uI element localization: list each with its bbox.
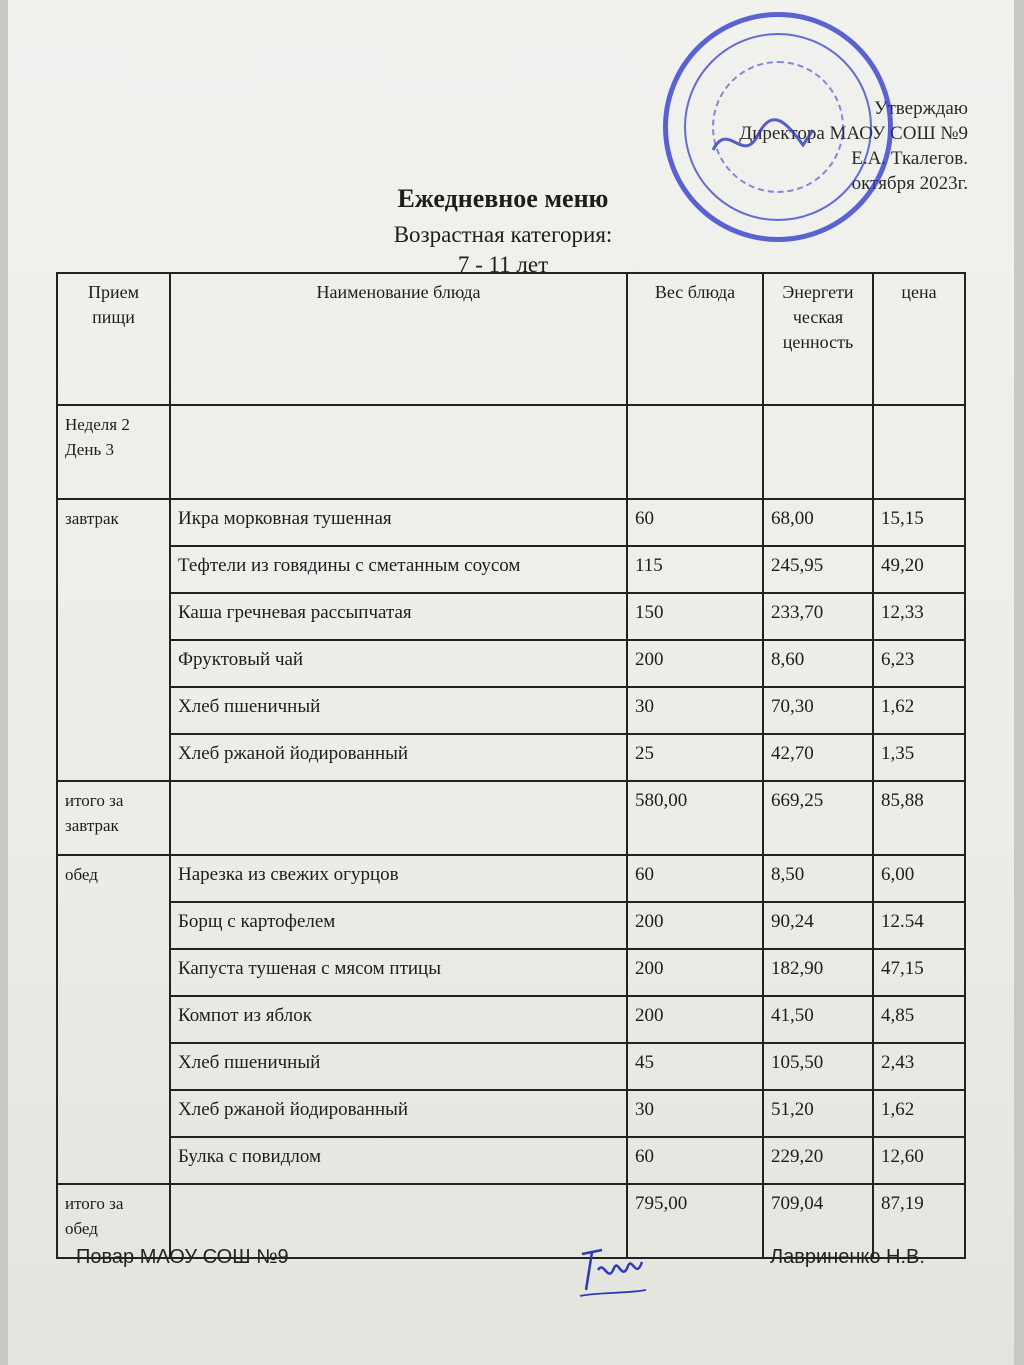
lunch-total-price: 87,19	[873, 1184, 965, 1258]
energy-cell: 90,24	[763, 902, 873, 949]
weight-cell: 200	[627, 640, 763, 687]
energy-cell: 42,70	[763, 734, 873, 781]
dish-name-cell: Капуста тушеная с мясом птицы	[170, 949, 627, 996]
energy-cell: 233,70	[763, 593, 873, 640]
table-row	[57, 546, 965, 593]
energy-cell: 70,30	[763, 687, 873, 734]
energy-cell: 245,95	[763, 546, 873, 593]
header-dish-name: Наименование блюда	[170, 273, 627, 405]
weight-cell: 115	[627, 546, 763, 593]
price-cell: 6,23	[873, 640, 965, 687]
table-row	[57, 949, 965, 996]
weight-cell: 60	[627, 855, 763, 902]
header-price: цена	[873, 273, 965, 405]
header-weight: Вес блюда	[627, 273, 763, 405]
table-row	[57, 734, 965, 781]
dish-name-cell: Хлеб пшеничный	[170, 687, 627, 734]
week-day-row	[57, 405, 965, 499]
price-cell: 4,85	[873, 996, 965, 1043]
table-row	[57, 593, 965, 640]
weight-cell: 200	[627, 996, 763, 1043]
weight-cell: 30	[627, 687, 763, 734]
document-page	[8, 0, 1014, 1365]
table-row	[57, 996, 965, 1043]
price-cell: 2,43	[873, 1043, 965, 1090]
price-cell: 1,35	[873, 734, 965, 781]
director-signature	[708, 110, 818, 170]
cook-position: Повар МАОУ СОШ №9	[76, 1246, 289, 1268]
table-row	[57, 1090, 965, 1137]
table-row	[57, 499, 965, 546]
weight-cell: 30	[627, 1090, 763, 1137]
lunch-total-label: итого за обед	[57, 1184, 170, 1258]
energy-cell: 229,20	[763, 1137, 873, 1184]
table-header-row	[57, 273, 965, 405]
dish-name-cell: Хлеб пшеничный	[170, 1043, 627, 1090]
dish-name-cell: Икра морковная тушенная	[170, 499, 627, 546]
weight-cell: 200	[627, 902, 763, 949]
price-cell: 12.54	[873, 902, 965, 949]
approval-line-1: Утверждаю	[874, 98, 968, 119]
price-cell: 15,15	[873, 499, 965, 546]
breakfast-total-price: 85,88	[873, 781, 965, 855]
weight-cell: 200	[627, 949, 763, 996]
breakfast-total-energy: 669,25	[763, 781, 873, 855]
dish-name-cell: Булка с повидлом	[170, 1137, 627, 1184]
dish-name-cell: Каша гречневая рассыпчатая	[170, 593, 627, 640]
dish-name-cell: Хлеб ржаной йодированный	[170, 1090, 627, 1137]
price-cell: 1,62	[873, 687, 965, 734]
price-cell: 49,20	[873, 546, 965, 593]
approval-line-4: октября 2023г.	[851, 173, 968, 194]
price-cell: 1,62	[873, 1090, 965, 1137]
approval-line-3: Е.А. Ткалегов.	[851, 148, 968, 169]
weight-cell: 60	[627, 499, 763, 546]
dish-name-cell: Нарезка из свежих огурцов	[170, 855, 627, 902]
table-row	[57, 902, 965, 949]
table-row	[57, 1043, 965, 1090]
energy-cell: 8,60	[763, 640, 873, 687]
menu-table	[56, 272, 966, 1259]
price-cell: 47,15	[873, 949, 965, 996]
table-row	[57, 855, 965, 902]
dish-name-cell: Борщ с картофелем	[170, 902, 627, 949]
weight-cell: 60	[627, 1137, 763, 1184]
price-cell: 12,60	[873, 1137, 965, 1184]
breakfast-total-weight: 580,00	[627, 781, 763, 855]
price-cell: 12,33	[873, 593, 965, 640]
age-category-label: Возрастная категория:	[393, 222, 613, 247]
header-energy: Энергети ческая ценность	[763, 273, 873, 405]
approval-line-2: Директора МАОУ СОШ №9	[739, 123, 968, 144]
breakfast-total-label: итого за завтрак	[57, 781, 170, 855]
table-row	[57, 640, 965, 687]
lunch-section	[57, 855, 965, 1184]
weight-cell: 25	[627, 734, 763, 781]
energy-cell: 182,90	[763, 949, 873, 996]
energy-cell: 105,50	[763, 1043, 873, 1090]
lunch-total-weight: 795,00	[627, 1184, 763, 1258]
header-meal: Прием пищи	[57, 273, 170, 405]
lunch-total-energy: 709,04	[763, 1184, 873, 1258]
dish-name-cell: Фруктовый чай	[170, 640, 627, 687]
energy-cell: 41,50	[763, 996, 873, 1043]
week-day-label: Неделя 2 День 3	[57, 405, 170, 499]
table-row	[57, 1137, 965, 1184]
dish-name-cell: Хлеб ржаной йодированный	[170, 734, 627, 781]
dish-name-cell: Тефтели из говядины с сметанным соусом	[170, 546, 627, 593]
dish-name-cell: Компот из яблок	[170, 996, 627, 1043]
energy-cell: 51,20	[763, 1090, 873, 1137]
weight-cell: 150	[627, 593, 763, 640]
weight-cell: 45	[627, 1043, 763, 1090]
table-row	[57, 687, 965, 734]
age-category-value: 7 - 11 лет	[457, 252, 549, 277]
energy-cell: 8,50	[763, 855, 873, 902]
lunch-meal-label: обед	[57, 855, 170, 1184]
breakfast-total-row	[57, 781, 965, 855]
cook-signature	[578, 1240, 648, 1300]
breakfast-meal-label: завтрак	[57, 499, 170, 781]
cook-name: Лавриненко Н.В.	[770, 1246, 925, 1268]
price-cell: 6,00	[873, 855, 965, 902]
energy-cell: 68,00	[763, 499, 873, 546]
menu-title: Ежедневное меню	[397, 184, 609, 213]
breakfast-section	[57, 499, 965, 781]
